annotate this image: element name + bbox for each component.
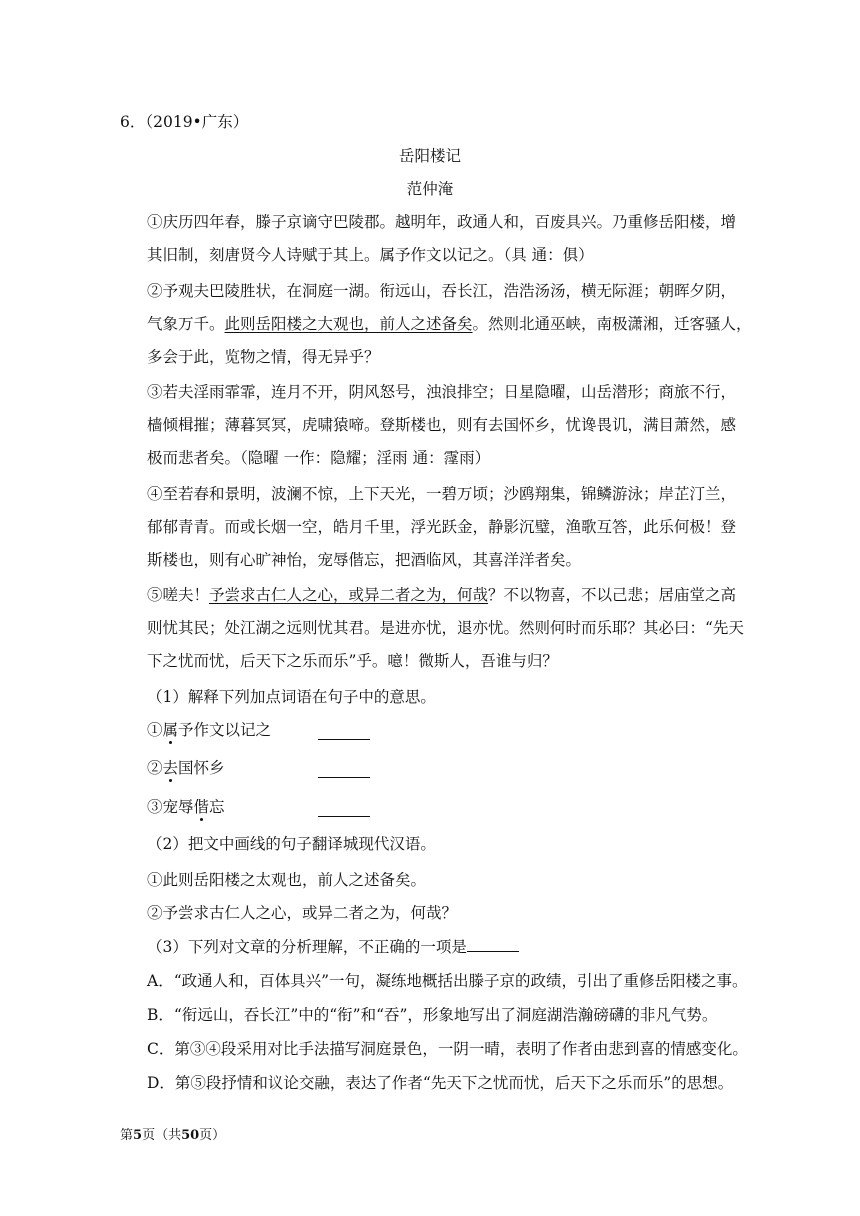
paragraph-1-line-2: 其旧制，刻唐贤今人诗赋于其上。属予作文以记之。（具 通：俱） bbox=[147, 246, 594, 264]
underlined-sentence-2: 予尝求古仁人之心，或异二者之为，何哉 bbox=[209, 586, 489, 604]
q1-answer-blank-2[interactable] bbox=[318, 776, 370, 778]
paragraph-2-line-2 bbox=[147, 314, 752, 334]
q2-item-2: ②予尝求古仁人之心，或异二者之为，何哉？ bbox=[147, 904, 458, 922]
paragraph-2-text: 。然则北通巫峡，南极潇湘，迁客骚人， bbox=[472, 315, 752, 333]
dotted-word: 去 bbox=[162, 759, 179, 777]
item-text: 宠辱 bbox=[162, 798, 194, 816]
q3-option-c: C．第③④段采用对比手法描写洞庭景色，一阴一晴，表明了作者由悲到喜的情感变化。 bbox=[147, 1040, 748, 1058]
paragraph-1-line-1: ①庆历四年春，滕子京谪守巴陵郡。越明年，政通人和，百废具兴。乃重修岳阳楼，增 bbox=[147, 213, 737, 231]
item-text: 予作文以记之 bbox=[178, 721, 272, 739]
footer-text: 页） bbox=[199, 1128, 226, 1143]
paragraph-5-text: ？不以物喜，不以己悲；居庙堂之高 bbox=[488, 586, 737, 604]
question-header: 6．（2019•广东） bbox=[120, 113, 249, 131]
q2-prompt: （2）把文中画线的句子翻译城现代汉语。 bbox=[147, 835, 436, 853]
q1-answer-blank-3[interactable] bbox=[318, 815, 370, 817]
q2-item-1: ①此则岳阳楼之太观也，前人之述备矣。 bbox=[147, 871, 427, 889]
dotted-word: 属 bbox=[162, 721, 179, 739]
q3-option-b: B．“衔远山，吞长江”中的“衔”和“吞”，形象地写出了洞庭湖浩瀚磅礴的非凡气势。 bbox=[147, 1006, 718, 1024]
q1-item-2 bbox=[147, 758, 225, 778]
dotted-word: 偕 bbox=[193, 798, 210, 816]
article-title: 岳阳楼记 bbox=[398, 147, 461, 165]
paragraph-4-line-2: 郁郁青青。而或长烟一空，皓月千里，浮光跃金，静影沉璧，渔歌互答，此乐何极！登 bbox=[147, 518, 737, 536]
paragraph-2-line-1: ②予观夫巴陵胜状，在洞庭一湖。衔远山，吞长江，浩浩汤汤，横无际涯；朝晖夕阴， bbox=[147, 282, 737, 300]
paragraph-2-line-3: 多会于此，览物之情，得无异乎？ bbox=[147, 348, 380, 366]
q3-option-a: A．“政通人和，百体具兴”一句，凝练地概括出滕子京的政绩，引出了重修岳阳楼之事。 bbox=[147, 972, 748, 990]
footer-text: 页（共 bbox=[142, 1128, 182, 1143]
paragraph-3-line-2: 樯倾楫摧；薄暮冥冥，虎啸猿啼。登斯楼也，则有去国怀乡，忧谗畏讥，满目萧然，感 bbox=[147, 416, 737, 434]
item-number: ① bbox=[147, 721, 163, 739]
paragraph-5-line-2: 则忧其民；处江湖之远则忧其君。是进亦忧，退亦忧。然则何时而乐耶？其必曰：“先天 bbox=[147, 619, 744, 637]
page-footer bbox=[120, 1127, 225, 1145]
item-text: 国怀乡 bbox=[178, 759, 225, 777]
q3-prompt-text: （3）下列对文章的分析理解，不正确的一项是 bbox=[147, 938, 467, 956]
q1-prompt: （1）解释下列加点词语在句子中的意思。 bbox=[147, 688, 436, 706]
paragraph-4-line-1: ④至若春和景明，波澜不惊，上下天光，一碧万顷；沙鸥翔集，锦鳞游泳；岸芷汀兰， bbox=[147, 485, 737, 503]
q1-item-1 bbox=[147, 720, 271, 740]
page-number: 5 bbox=[133, 1128, 143, 1143]
page-total: 50 bbox=[181, 1128, 200, 1143]
item-text: 忘 bbox=[209, 798, 225, 816]
q3-answer-blank[interactable] bbox=[467, 937, 519, 952]
paragraph-5-text: ⑤嗟夫！ bbox=[147, 586, 210, 604]
q1-item-3 bbox=[147, 797, 225, 817]
paragraph-5-line-3: 下之忧而忧，后天下之乐而乐”乎。噫！微斯人，吾谁与归？ bbox=[147, 652, 558, 670]
paragraph-3-line-3: 极而悲者矣。（隐曜 一作：隐耀；淫雨 通：霪雨） bbox=[147, 449, 491, 467]
footer-text: 第 bbox=[120, 1128, 134, 1143]
item-number: ③ bbox=[147, 798, 163, 816]
paragraph-5-line-1 bbox=[147, 585, 736, 605]
paragraph-2-text: 气象万千。 bbox=[147, 315, 225, 333]
q1-answer-blank-1[interactable] bbox=[318, 738, 370, 740]
q3-prompt bbox=[147, 937, 519, 957]
underlined-sentence-1: 此则岳阳楼之大观也，前人之述备矣 bbox=[224, 315, 473, 333]
paragraph-4-line-3: 斯楼也，则有心旷神怡，宠辱偕忘，把酒临风，其喜洋洋者矣。 bbox=[147, 551, 582, 569]
paragraph-3-line-1: ③若夫淫雨霏霏，连月不开，阴风怒号，浊浪排空；日星隐曜，山岳潜形；商旅不行， bbox=[147, 383, 737, 401]
q3-option-d: D．第⑤段抒情和议论交融，表达了作者“先天下之忧而忧，后天下之乐而乐”的思想。 bbox=[147, 1074, 734, 1092]
article-author: 范仲淹 bbox=[406, 180, 454, 198]
item-number: ② bbox=[147, 759, 163, 777]
